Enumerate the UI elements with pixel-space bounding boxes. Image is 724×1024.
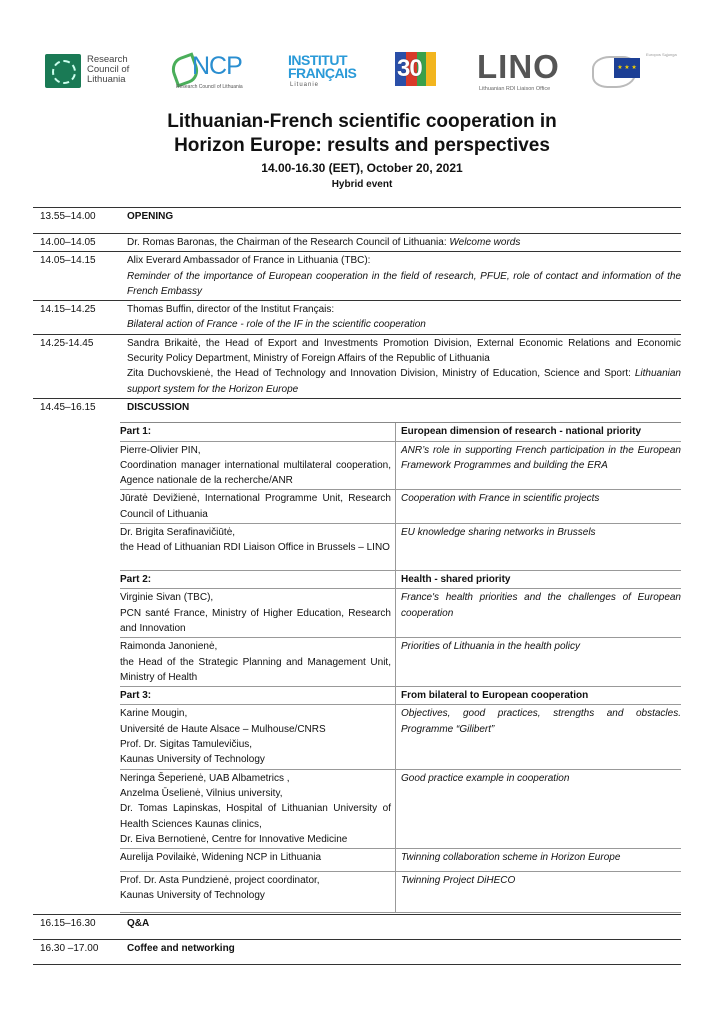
agenda-paragraph xyxy=(127,317,681,332)
topic-cell: Objectives, good practices, strengths and obstacles. Programme “Gilibert” xyxy=(401,708,681,735)
agenda-paragraph xyxy=(127,269,681,300)
speaker-cell xyxy=(120,638,396,686)
speaker-line: Virginie Sivan (TBC), xyxy=(120,592,214,604)
topic-cell: Twinning Project DiHECO xyxy=(401,875,516,887)
session-topic: Lithuanian support system for the Horizon Europe xyxy=(127,368,681,395)
discussion-row xyxy=(120,524,681,571)
speaker-text: Thomas Buffin, director of the Institut Français: xyxy=(127,304,335,316)
agenda-row xyxy=(33,399,681,915)
agenda-paragraph xyxy=(127,235,681,250)
session-heading: DISCUSSION xyxy=(127,401,190,413)
agenda-row xyxy=(33,208,681,234)
event-time-date: 14.00-16.30 (EET), October 20, 2021 xyxy=(261,161,463,175)
part-label xyxy=(120,571,396,588)
agenda-content xyxy=(127,208,681,225)
rcl-emblem-icon xyxy=(45,54,81,88)
research-council-logo xyxy=(45,50,145,92)
agenda-row xyxy=(33,940,681,965)
eu-funds-logo xyxy=(592,50,682,92)
part-label xyxy=(120,687,396,704)
topic-cell: Good practice example in cooperation xyxy=(401,772,570,784)
speaker-cell xyxy=(120,849,396,871)
if-logo-text: INSTITUT FRANÇAIS xyxy=(288,52,357,81)
agenda-time: 14.00–14.05 xyxy=(40,237,96,248)
agenda-paragraph xyxy=(127,253,681,268)
agenda-content xyxy=(127,915,681,932)
topic-cell: EU knowledge sharing networks in Brussels xyxy=(401,527,596,539)
speaker-line: Aurelija Povilaikė, Widening NCP in Lithuania xyxy=(120,852,322,864)
speaker-line: Jūratė Devižienė, International Programme Unit, Research Council of Lithuania xyxy=(120,493,391,520)
topic-cell: Priorities of Lithuania in the health policy xyxy=(401,641,580,653)
speaker-text: Alix Everard Ambassador of France in Lithuania (TBC): xyxy=(127,255,371,267)
discussion-row xyxy=(120,638,681,687)
part-label xyxy=(120,423,396,440)
speaker-line: Prof. Dr. Sigitas Tamulevičius, xyxy=(120,739,253,751)
discussion-row xyxy=(120,705,681,769)
agenda-paragraph xyxy=(127,400,681,415)
agenda-time: 14.05–14.15 xyxy=(40,255,96,267)
speaker-cell xyxy=(120,872,396,912)
speaker-cell xyxy=(120,442,396,490)
agenda-time: 14.15–14.25 xyxy=(40,304,96,316)
agenda-table xyxy=(33,207,681,965)
part-theme: From bilateral to European cooperation xyxy=(401,690,589,702)
speaker-line: Part 1: xyxy=(120,426,152,438)
agenda-time: 16.15–16.30 xyxy=(40,918,96,930)
speaker-cell xyxy=(120,524,396,570)
agenda-paragraph xyxy=(127,941,681,956)
discussion-row xyxy=(120,490,681,524)
speaker-line: Karine Mougin, xyxy=(120,708,188,720)
speaker-text: Zita Duchovskienė, the Head of Technology and Innovation Division, Ministry of Education, Science and Sport: xyxy=(127,368,635,380)
speaker-line: Dr. Brigita Serafinavičiūtė, xyxy=(120,527,236,539)
discussion-row xyxy=(120,770,681,849)
session-heading: Coffee and networking xyxy=(127,943,235,955)
agenda-content xyxy=(127,252,681,300)
agenda-time: 14.25-14.45 xyxy=(40,337,94,349)
agenda-paragraph xyxy=(127,336,681,367)
part-theme: European dimension of research - national priority xyxy=(401,426,642,438)
agenda-content xyxy=(127,301,681,334)
agenda-content xyxy=(127,234,681,251)
agenda-row xyxy=(33,335,681,399)
session-heading: OPENING xyxy=(127,211,174,222)
speaker-cell xyxy=(120,705,396,768)
page-title: Lithuanian-French scientific cooperation in Horizon Europe: results and perspectives xyxy=(167,111,557,156)
discussion-row xyxy=(120,589,681,638)
rcl-logo-text: Research Council of Lithuania xyxy=(87,54,130,85)
speaker-line: Prof. Dr. Asta Pundzienė, project coordinator, xyxy=(120,875,320,887)
discussion-part-header xyxy=(120,687,681,705)
speaker-line: Anzelma Ūselienė, Vilnius university, xyxy=(120,787,283,799)
agenda-paragraph xyxy=(127,209,681,224)
speaker-line: Part 3: xyxy=(120,690,152,702)
topic-cell: Twinning collaboration scheme in Horizon Europe xyxy=(401,852,621,864)
agenda-content xyxy=(120,399,681,914)
speaker-line: Dr. Eiva Bernotienė, Centre for Innovative Medicine xyxy=(120,833,348,845)
ncp-logo-text: NCP xyxy=(192,52,242,80)
agenda-time: 14.45–16.15 xyxy=(40,401,96,413)
agenda-time: 13.55–14.00 xyxy=(40,211,96,222)
eu-flag-icon: ★ ★ ★ xyxy=(614,58,640,78)
speaker-text: Dr. Romas Baronas, the Chairman of the Research Council of Lithuania: xyxy=(127,237,450,248)
speaker-text: Sandra Brikaitė, the Head of Export and Investments Promotion Division, External Economic Relations and Economic Security Policy Department, Ministry of Foreign Affairs of the Republic of Lithuania xyxy=(127,337,681,365)
event-format: Hybrid event xyxy=(331,179,393,190)
agenda-content xyxy=(127,335,681,398)
speaker-line: Kaunas University of Technology xyxy=(120,754,265,766)
logo-strip xyxy=(40,50,680,95)
session-topic: Reminder of the importance of European cooperation in the field of research, PFUE, role of contact and information of the French Embassy xyxy=(127,270,681,297)
speaker-cell xyxy=(120,770,396,848)
anniversary-number: 30 xyxy=(397,55,422,82)
speaker-line: Coordination manager international multilateral cooperation, Agence nationale de la recherche/ANR xyxy=(120,459,391,487)
discussion-row xyxy=(120,849,681,872)
discussion-part-header xyxy=(120,423,681,441)
agenda-time: 16.30 –17.00 xyxy=(40,943,99,955)
discussion-row xyxy=(120,872,681,913)
speaker-line: Part 2: xyxy=(120,574,152,586)
agenda-row xyxy=(33,301,681,335)
topic-cell: Cooperation with France in scientific projects xyxy=(401,493,600,505)
speaker-cell xyxy=(120,589,396,637)
discussion-row xyxy=(120,442,681,491)
lino-logo xyxy=(477,50,567,92)
lino-logo-text: LINO xyxy=(477,48,560,85)
agenda-content xyxy=(127,940,681,957)
ncp-logo xyxy=(172,50,262,92)
discussion-table xyxy=(120,422,681,913)
session-topic: Welcome words xyxy=(449,237,521,248)
agenda-paragraph xyxy=(127,916,681,931)
agenda-row xyxy=(33,252,681,301)
agenda-row xyxy=(33,915,681,940)
speaker-line: Université de Haute Alsace – Mulhouse/CNRS xyxy=(120,723,326,735)
part-theme: Health - shared priority xyxy=(401,574,511,586)
speaker-line: the Head of the Strategic Planning and Management Unit, Ministry of Health xyxy=(120,656,391,683)
speaker-line: Neringa Šeperienė, UAB Albametrics , xyxy=(120,772,290,784)
agenda-row xyxy=(33,234,681,252)
session-heading: Q&A xyxy=(127,918,150,930)
anniversary-30-logo xyxy=(395,50,440,92)
topic-cell: France's health priorities and the challenges of European cooperation xyxy=(401,592,681,619)
speaker-line: Raimonda Janonienė, xyxy=(120,641,218,653)
speaker-line: Pierre-Olivier PIN, xyxy=(120,444,201,456)
speaker-line: Kaunas University of Technology xyxy=(120,890,265,902)
eu-logo-text: Europos Sąjunga xyxy=(646,52,677,57)
speaker-line: PCN santé France, Ministry of Higher Education, Research and Innovation xyxy=(120,607,391,634)
agenda-paragraph xyxy=(127,302,681,317)
speaker-line: the Head of Lithuanian RDI Liaison Office in Brussels – LINO xyxy=(120,542,390,554)
agenda-paragraph xyxy=(127,366,681,397)
speaker-cell xyxy=(120,490,396,523)
session-topic: Bilateral action of France - role of the IF in the scientific cooperation xyxy=(127,319,426,331)
ncp-logo-subtext: Research Council of Lithuania xyxy=(176,84,243,90)
speaker-line: Dr. Tomas Lapinskas, Hospital of Lithuanian University of Health Sciences Kaunas clinics, xyxy=(120,803,391,830)
discussion-part-header xyxy=(120,571,681,589)
topic-cell: ANR’s role in supporting French participation in the European Framework Programmes and building the ERA xyxy=(401,444,681,471)
if-logo-subtext: Lituanie xyxy=(290,82,320,88)
institut-francais-logo xyxy=(288,50,358,92)
lino-logo-subtext: Lithuanian RDI Liaison Office xyxy=(479,86,551,92)
